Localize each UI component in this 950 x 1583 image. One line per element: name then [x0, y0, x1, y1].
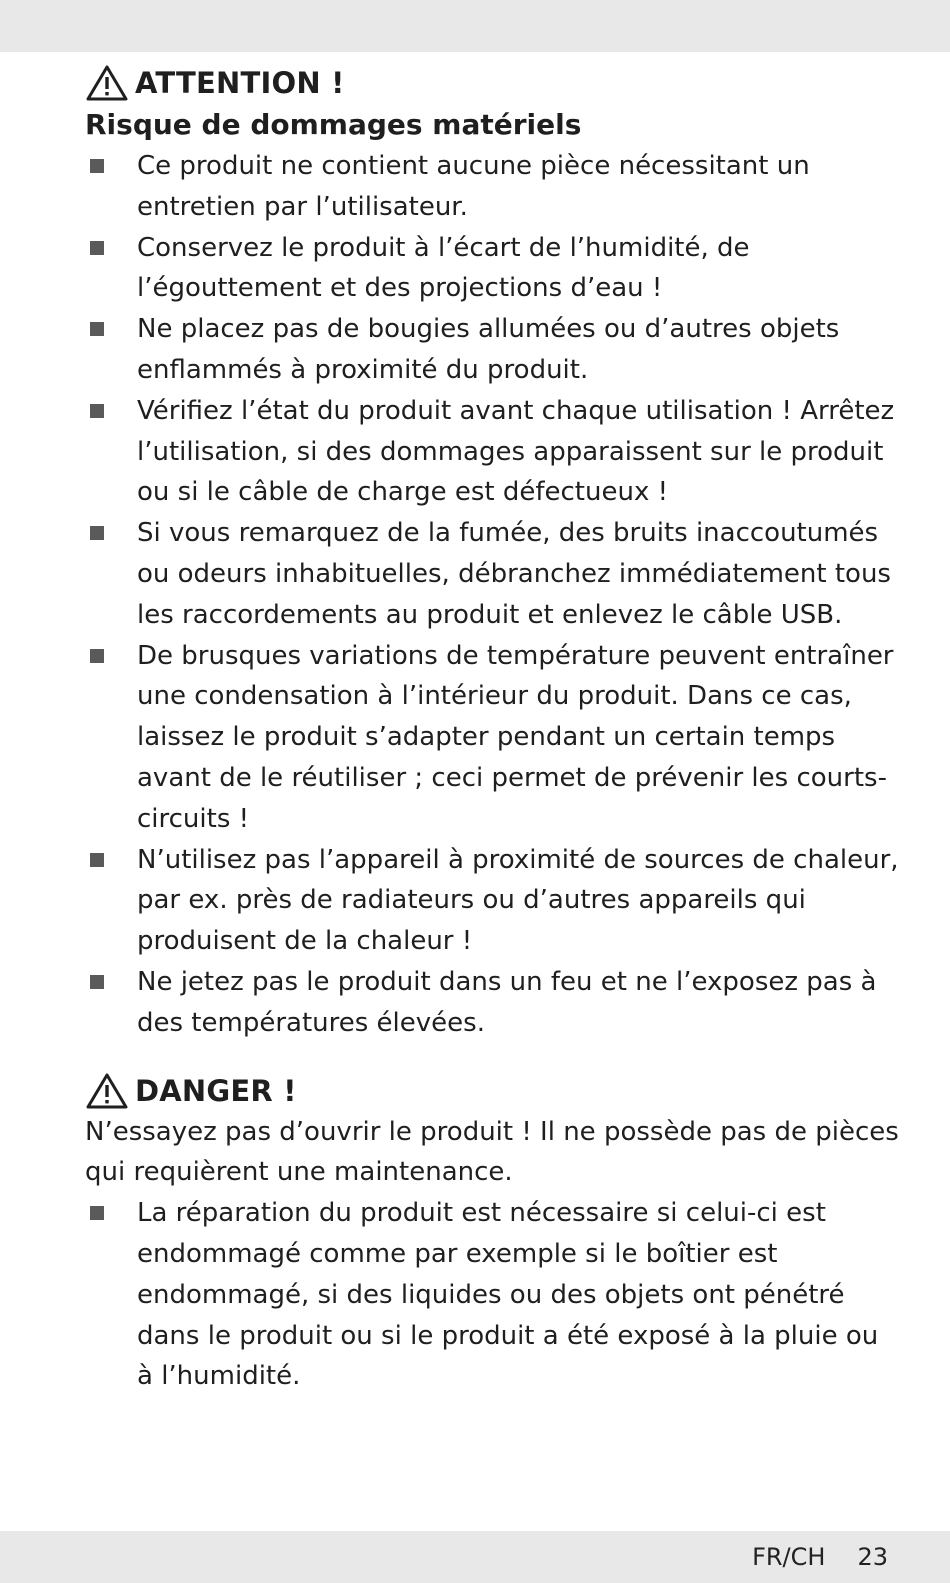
danger-list: [85, 1193, 900, 1397]
attention-title: ATTENTION !: [135, 66, 345, 100]
danger-heading: [85, 1070, 900, 1112]
square-bullet-icon: [90, 975, 104, 989]
page-content: [85, 62, 900, 1397]
list-item-text: N’utilisez pas l’appareil à proximité de sources de chaleur, par ex. près de radiateurs ou d’autres appareils qui produisent de la chaleur !: [137, 844, 899, 957]
warning-triangle-icon: [85, 64, 129, 102]
list-item-text: Ne jetez pas le produit dans un feu et ne l’exposez pas à des températures élevées.: [137, 966, 877, 1038]
list-item: [85, 513, 900, 635]
square-bullet-icon: [90, 526, 104, 540]
list-item-text: Si vous remarquez de la fumée, des bruits inaccoutumés ou odeurs inhabituelles, débranchez immédiatement tous les raccordements au produit et enlevez le câble USB.: [137, 518, 891, 630]
list-item: [85, 228, 900, 310]
attention-subtitle: Risque de dommages matériels: [85, 108, 582, 141]
list-item: [85, 391, 900, 513]
list-item: [85, 1193, 900, 1397]
list-item: [85, 146, 900, 228]
footer-locale: FR/CH: [752, 1543, 826, 1571]
list-item-text: De brusques variations de température peuvent entraîner une condensation à l’intérieur du produit. Dans ce cas, laissez le produit s’adapter pendant un certain temps avant de le réutiliser ; ceci permet de prévenir les courts-circuits !: [137, 640, 894, 834]
list-item: [85, 840, 900, 962]
list-item-text: Ce produit ne contient aucune pièce nécessitant un entretien par l’utilisateur.: [137, 151, 810, 222]
page-number: 23: [857, 1543, 888, 1571]
square-bullet-icon: [90, 241, 104, 255]
list-item-text: Vérifiez l’état du produit avant chaque utilisation ! Arrêtez l’utilisation, si des dommages apparaissent sur le produit ou si le câble de charge est défectueux !: [137, 395, 895, 508]
header-band: [0, 0, 950, 52]
square-bullet-icon: [90, 853, 104, 867]
page-footer: [752, 1531, 888, 1583]
danger-section: [85, 1070, 900, 1398]
square-bullet-icon: [90, 322, 104, 336]
list-item-text: La réparation du produit est nécessaire si celui-ci est endommagé comme par exemple si le boîtier est endommagé, si des liquides ou des objets ont pénétré dans le produit ou si le produit a été exposé à la pluie ou à l’humidité.: [137, 1198, 879, 1392]
square-bullet-icon: [90, 649, 104, 663]
danger-title: DANGER !: [135, 1073, 297, 1108]
square-bullet-icon: [90, 404, 104, 418]
list-item: [85, 309, 900, 391]
list-item: [85, 636, 900, 840]
list-item-text: Ne placez pas de bougies allumées ou d’autres objets enflammés à proximité du produit.: [137, 314, 840, 385]
attention-heading: [85, 62, 900, 104]
square-bullet-icon: [90, 1206, 104, 1220]
danger-intro: N’essayez pas d’ouvrir le produit ! Il ne possède pas de pièces qui requièrent une maintenance.: [85, 1116, 899, 1188]
list-item: [85, 962, 900, 1044]
list-item-text: Conservez le produit à l’écart de l’humidité, de l’égouttement et des projections d’eau !: [137, 232, 750, 304]
square-bullet-icon: [90, 159, 104, 173]
attention-list: [85, 146, 900, 1044]
warning-triangle-icon: [85, 1072, 129, 1110]
